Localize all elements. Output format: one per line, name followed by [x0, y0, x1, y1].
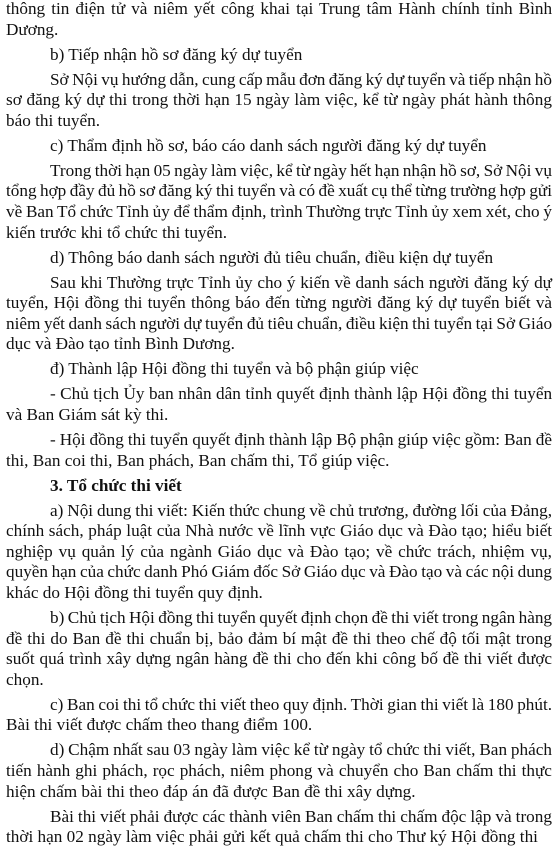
- text-line: hiện chấm bài thi theo đáp án đã được Ban đề thi xây dựng.: [6, 781, 416, 801]
- text-line: thông tin điện tử và niêm yết công khai tại Trung tâm Hành chính tỉnh Bình: [6, 0, 553, 18]
- text-line: khác do Hội đồng thi tuyển quy định.: [6, 583, 263, 602]
- text-line: suốt quá trình xây dựng ngân hàng đề thi cho đến khi công bố đề thi viết được: [6, 649, 553, 669]
- text-line: c) Thẩm định hồ sơ, báo cáo danh sách người đăng ký dự tuyển: [50, 135, 487, 155]
- section-heading: 3. Tổ chức thi viết: [50, 475, 182, 495]
- text-line: báo thi tuyển.: [6, 110, 101, 130]
- text-line: - Hội đồng thi tuyển quyết định thành lập Bộ phận giúp việc gồm: Ban đề: [50, 430, 552, 449]
- text-line: thời hạn 02 ngày làm việc phải gửi kết quả chấm thi cho Thư ký Hội đồng thi: [6, 827, 538, 847]
- text-line: dục và Đào tạo tỉnh Bình Dương.: [6, 334, 235, 354]
- text-line: đề thi do Ban đề thi chuẩn bị, bảo đảm bí mật đề thi theo chế độ tối mật trong: [6, 628, 552, 648]
- text-line: d) Chậm nhất sau 03 ngày làm việc kể từ ngày tổ chức thi viết, Ban phách: [50, 740, 552, 760]
- text-line: Bài thi viết được chấm theo thang điểm 100.: [6, 715, 313, 735]
- text-line: niêm yết danh sách người dự tuyển đủ tiêu chuẩn, điều kiện thi tuyển tại Sở Giáo: [6, 313, 553, 333]
- text-line: b) Tiếp nhận hồ sơ đăng ký dự tuyển: [50, 44, 303, 64]
- text-line: về Ban Tổ chức Tỉnh ủy để thẩm định, trình Thường trực Tỉnh ủy xem xét, cho ý: [6, 202, 552, 221]
- text-line: nghiệp vụ quản lý của ngành Giáo dục và Đào tạo; về chức trách, nhiệm vụ,: [6, 541, 552, 561]
- text-line: b) Chủ tịch Hội đồng thi tuyển quyết định chọn đề thi viết trong ngân hàng: [50, 608, 553, 627]
- text-line: và Ban Giám sát kỳ thi.: [6, 405, 169, 424]
- text-line: đ) Thành lập Hội đồng thi tuyển và bộ phận giúp việc: [50, 359, 419, 379]
- text-line: - Chủ tịch Ủy ban nhân dân tỉnh quyết định thành lập Hội đồng thi tuyển: [50, 384, 553, 404]
- text-line: Sau khi Thường trực Tỉnh ủy cho ý kiến về danh sách người đăng ký dự: [50, 272, 552, 292]
- text-line: tuyển, Hội đồng thi tuyển thông báo đến từng người đăng ký dự tuyển biết và: [6, 293, 553, 313]
- text-line: sơ đăng ký dự thi trong thời hạn 15 ngày làm việc, kể từ ngày phát hành thông: [6, 90, 552, 110]
- text-line: tổng hợp đầy đủ hồ sơ đăng ký thi tuyển và có đề xuất cụ thể từng trường hợp gửi: [6, 181, 553, 201]
- text-line: Trong thời hạn 05 ngày làm việc, kể từ ngày hết hạn nhận hồ sơ, Sở Nội vụ: [50, 160, 552, 180]
- text-line: tiến hành ghi phách, rọc phách, niêm phong và chuyển cho Ban chấm thi thực: [6, 761, 552, 780]
- text-line: chọn.: [6, 669, 44, 689]
- text-line: thi, Ban coi thi, Ban phách, Ban chấm thi, Tổ giúp việc.: [6, 450, 390, 470]
- text-line: quyền hạn của chức danh Phó Giám đốc Sở Giáo dục và Đào tạo và các nội dung: [6, 562, 552, 582]
- text-line: d) Thông báo danh sách người đủ tiêu chuẩn, điều kiện dự tuyển: [50, 247, 494, 267]
- text-line: chính sách, pháp luật của Nhà nước về lĩnh vực Giáo dục và Đào tạo; hiểu biết: [6, 521, 553, 541]
- text-line: Dương.: [6, 19, 59, 39]
- text-line: Bài thi viết phải được các thành viên Ban chấm thi chấm độc lập và trong: [50, 806, 552, 826]
- text-line: a) Nội dung thi viết: Kiến thức chung về chủ trương, đường lối của Đảng,: [50, 500, 553, 520]
- text-line: c) Ban coi thi tổ chức thi viết theo quy định. Thời gian thi viết là 180 phút.: [50, 694, 553, 714]
- text-line: kiến trước khi tổ chức thi tuyển.: [6, 222, 228, 242]
- text-line: Sở Nội vụ hướng dẫn, cung cấp mẫu đơn đăng ký dự tuyển và tiếp nhận hồ: [50, 69, 552, 89]
